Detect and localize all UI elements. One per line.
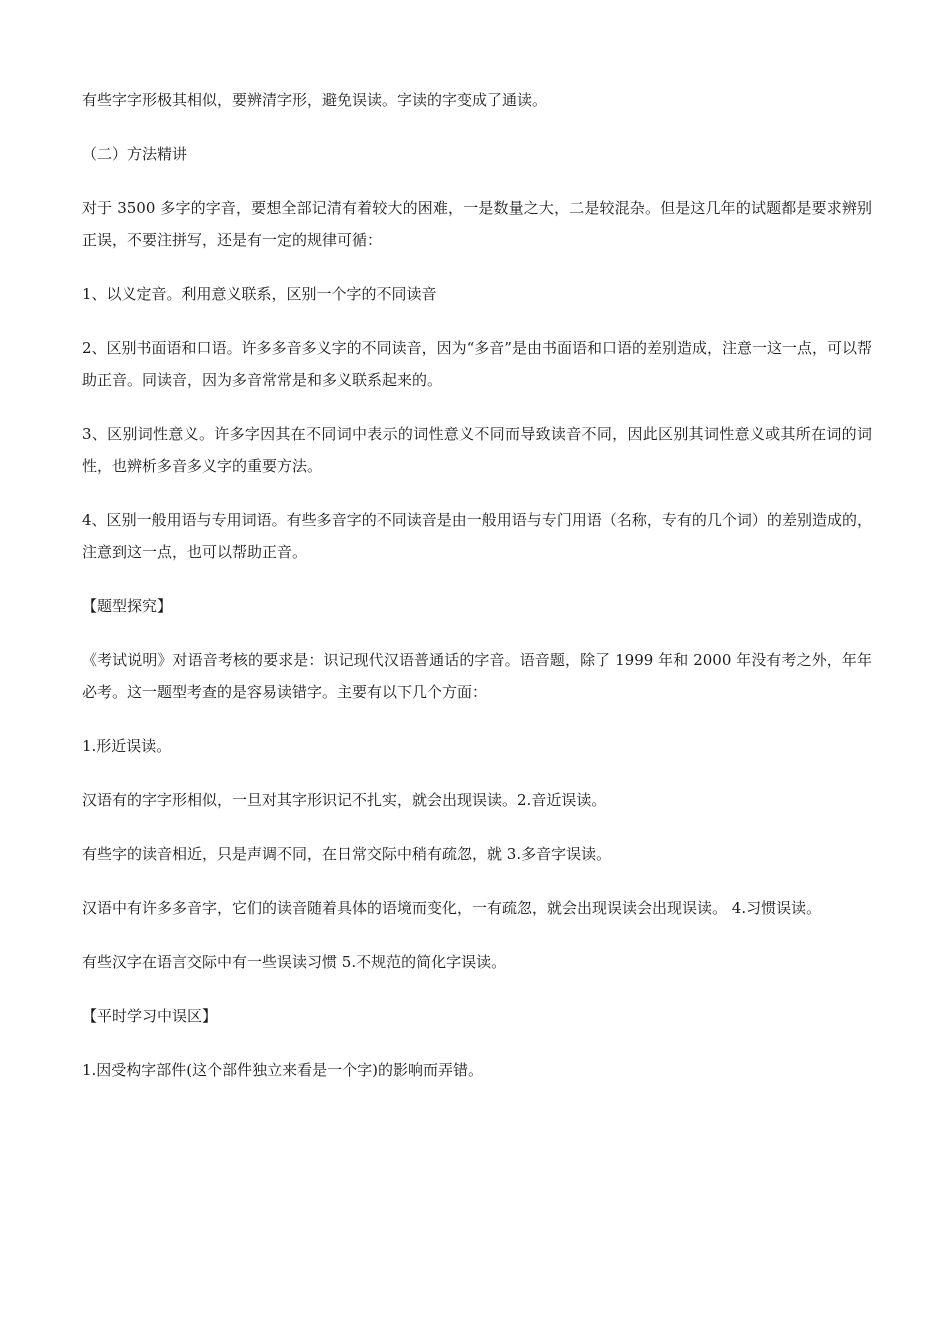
paragraph-method-2: 2、区别书面语和口语。许多多音多义字的不同读音，因为“多音”是由书面语和口语的差别造成，注意一这一点，可以帮助正音。同读音，因为多音常常是和多义联系起来的。 — [82, 339, 872, 389]
paragraph-type-3-detail: 汉语中有许多多音字，它们的读音随着具体的语境而变化，一有疏忽，就会出现误读会出现误读。 4.习惯误读。 — [82, 899, 822, 917]
paragraph-method-3: 3、区别词性意义。许多字因其在不同词中表示的词性意义不同而导致读音不同，因此区别其词性意义或其所在词的词性，也辨析多音多义字的重要方法。 — [82, 425, 872, 475]
paragraph-intro: 有些字字形极其相似，要辨清字形，避免误读。字读的字变成了通读。 — [82, 91, 548, 109]
paragraph-type-1-detail: 汉语有的字字形相似，一旦对其字形识记不扎实，就会出现误读。2.音近误读。 — [82, 791, 607, 809]
section-heading-common-mistakes: 【平时学习中误区】 — [82, 1007, 218, 1025]
paragraph-mistake-1: 1.因受构字部件(这个部件独立来看是一个字)的影响而弄错。 — [82, 1061, 484, 1079]
paragraph-type-1: 1.形近误读。 — [82, 737, 172, 755]
section-heading-methods: （二）方法精讲 — [82, 145, 188, 163]
document-body — [82, 84, 872, 1108]
paragraph-exam-requirements: 《考试说明》对语音考核的要求是：识记现代汉语普通话的字音。语音题，除了 1999 年和 2000 年没有考之外，年年必考。这一题型考查的是容易读错字。主要有以下几个方面： — [82, 651, 872, 701]
paragraph-methods-overview: 对于 3500 多字的字音，要想全部记清有着较大的困难，一是数量之大，二是较混杂。但是这几年的试题都是要求辨别正误，不要注拼写，还是有一定的规律可循： — [82, 199, 872, 249]
paragraph-type-2-detail: 有些字的读音相近，只是声调不同，在日常交际中稍有疏忽，就 3.多音字误读。 — [82, 845, 612, 863]
paragraph-type-4-detail: 有些汉字在语言交际中有一些误读习惯 5.不规范的简化字误读。 — [82, 953, 507, 971]
section-heading-question-types: 【题型探究】 — [82, 597, 173, 615]
paragraph-method-1: 1、以义定音。利用意义联系，区别一个字的不同读音 — [82, 285, 437, 303]
paragraph-method-4: 4、区别一般用语与专用词语。有些多音字的不同读音是由一般用语与专门用语（名称，专有的几个词）的差别造成的，注意到这一点，也可以帮助正音。 — [82, 511, 872, 561]
